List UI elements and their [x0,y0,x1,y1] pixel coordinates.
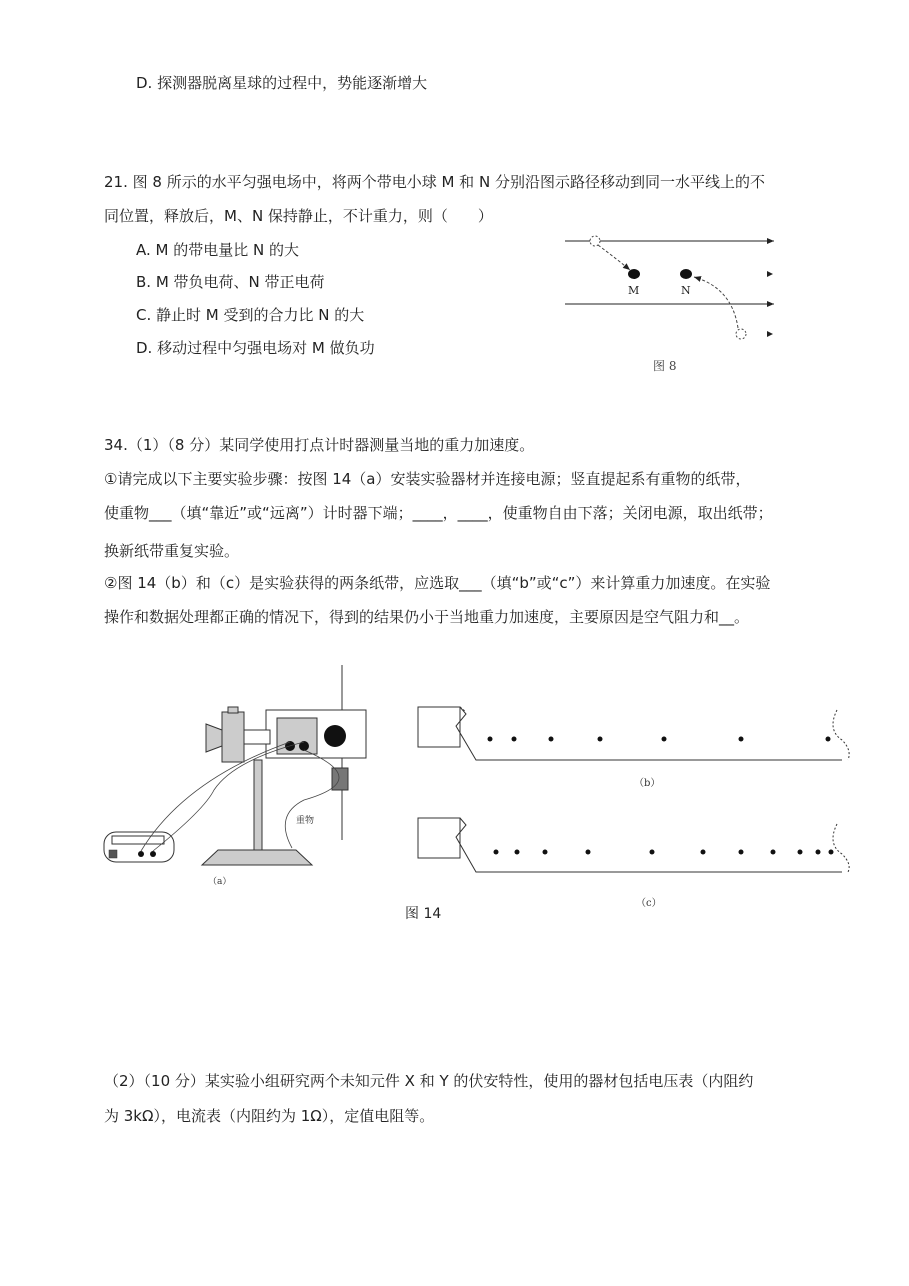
tape-b-dots [488,737,831,742]
caption-a: （a） [208,877,232,887]
label-m: M [628,284,640,297]
q34-step1-line1: ①请完成以下主要实验步骤：按图 14（a）安装实验器材并连接电源；竖直提起系有重物的纸带， [104,470,751,488]
timer-disc [324,725,346,747]
timer-body [277,718,317,754]
tape-c-clip [418,818,460,858]
q34-part1-header: 34.（1）（8 分）某同学使用打点计时器测量当地的重力加速度。 [104,436,535,454]
n-path [694,277,738,328]
q34-step1-line2: 使重物___（填“靠近”或“远离”）计时器下端；____，____，使重物自由下落；关闭电源，取出纸带； [104,504,773,522]
power-terminal-2 [150,851,156,857]
q20-option-d: D. 探测器脱离星球的过程中，势能逐渐增大 [136,74,428,92]
clamp-block [222,712,244,762]
stand-rod [254,760,262,850]
caption-b: （b） [634,778,661,789]
figure-14-caption: 图 14 [405,906,442,922]
figure-8-caption: 图 8 [653,359,677,373]
q34-part2-line2: 为 3kΩ），电流表（内阻约为 1Ω），定值电阻等。 [104,1107,435,1125]
q34-step2-line2: 操作和数据处理都正确的情况下，得到的结果仍小于当地重力加速度，主要原因是空气阻力和__。 [104,608,750,626]
m-path [598,245,630,270]
power-display [112,836,164,844]
q21-stem-line2: 同位置，释放后，M、N 保持静止，不计重力，则（ ） [104,207,493,225]
ball-n [680,269,692,279]
m-start-position [590,236,600,246]
field-arrowhead-mid [767,271,773,277]
weight-label: 重物 [296,816,315,826]
q21-option-a: A. M 的带电量比 N 的大 [136,241,300,259]
ball-m [628,269,640,279]
q34-step1-line3: 换新纸带重复实验。 [104,542,240,560]
power-switch [109,850,117,858]
figure-14b-tape [412,700,857,795]
q21-option-c: C. 静止时 M 受到的合力比 N 的大 [136,306,365,324]
n-start-position [736,329,746,339]
power-terminal-1 [138,851,144,857]
q21-option-d: D. 移动过程中匀强电场对 M 做负功 [136,339,375,357]
figure-8-electric-field [560,228,790,378]
tape-b-clip [418,707,460,747]
q34-step2-line1: ②图 14（b）和（c）是实验获得的两条纸带，应选取___（填“b”或“c”）来计算重力加速度。在实验 [104,574,771,592]
tape-c-dots [494,850,834,855]
figure-14c-tape [412,812,857,912]
figure-14a-apparatus [94,660,394,890]
q34-part2-line1: （2）（10 分）某实验小组研究两个未知元件 X 和 Y 的伏安特性，使用的器材包括电压表（内阻约 [104,1072,754,1090]
stand-base [202,850,312,865]
label-n: N [681,284,691,297]
q21-stem-line1: 21. 图 8 所示的水平匀强电场中，将两个带电小球 M 和 N 分别沿图示路径移动到同一水平线上的不 [104,173,765,191]
field-arrowhead-low [767,331,773,337]
clamp-screw [206,724,222,752]
q21-option-b: B. M 带负电荷、N 带正电荷 [136,273,325,291]
caption-c: （c） [636,898,662,909]
timer-terminal-2 [299,741,309,751]
